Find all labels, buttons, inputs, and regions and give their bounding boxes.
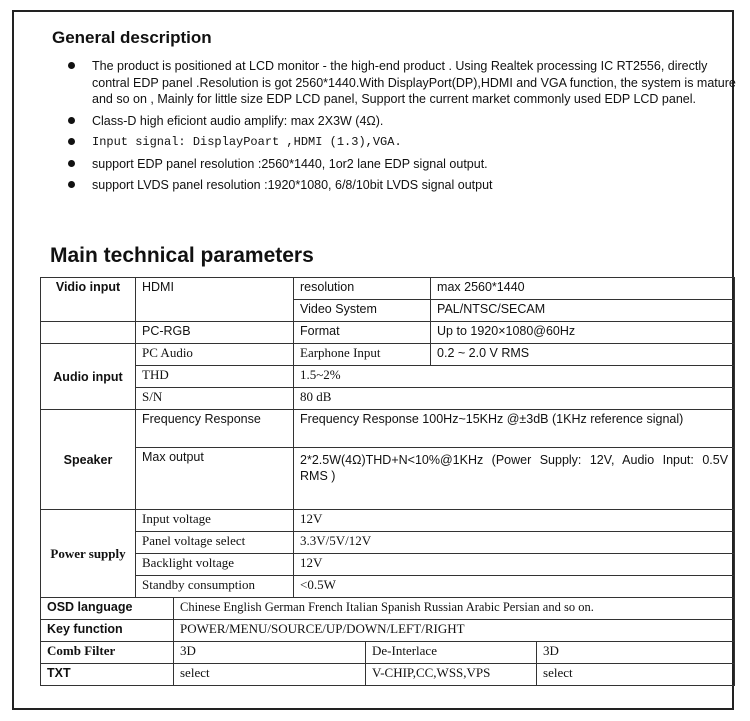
table-row (41, 388, 735, 410)
bullet-icon (68, 117, 75, 124)
standby-label: Standby consumption (136, 576, 294, 598)
general-description-list (66, 58, 738, 199)
pc-audio-cell: PC Audio (136, 344, 294, 366)
list-item: support LVDS panel resolution :1920*1080, 6/8/10bit LVDS signal output (66, 177, 738, 194)
format-label: Format (294, 322, 431, 344)
table-row (41, 410, 735, 448)
earphone-label: Earphone Input (294, 344, 431, 366)
group-power-supply: Power supply (41, 510, 136, 598)
group-audio-input: Audio input (41, 344, 136, 410)
resolution-label: resolution (294, 278, 431, 300)
comb-filter-value-3: 3D (537, 642, 735, 664)
bullet-icon (68, 160, 75, 167)
comb-filter-value-1: 3D (174, 642, 366, 664)
table-row (41, 576, 735, 598)
table-row (41, 642, 735, 664)
standby-value: <0.5W (294, 576, 735, 598)
freq-response-value: Frequency Response 100Hz~15KHz @±3dB (1KHz reference signal) (294, 410, 735, 448)
max-output-value: 2*2.5W(4Ω)THD+N<10%@1KHz (Power Supply: 12V, Audio Input: 0.5V RMS ) (294, 448, 735, 510)
group-vidio-input-cont (41, 322, 136, 344)
group-speaker: Speaker (41, 410, 136, 510)
video-system-label: Video System (294, 300, 431, 322)
osd-language-value: Chinese English German French Italian Spanish Russian Arabic Persian and so on. (174, 598, 735, 620)
bullet-icon (68, 181, 75, 188)
video-system-value: PAL/NTSC/SECAM (431, 300, 735, 322)
pc-rgb-cell: PC-RGB (136, 322, 294, 344)
thd-label: THD (136, 366, 294, 388)
table-row (41, 344, 735, 366)
bullet-icon (68, 138, 75, 145)
list-item: support EDP panel resolution :2560*1440, 1or2 lane EDP signal output. (66, 156, 738, 173)
input-voltage-value: 12V (294, 510, 735, 532)
table-row (41, 510, 735, 532)
table-row (41, 532, 735, 554)
general-description-title: General description (52, 28, 212, 47)
input-voltage-label: Input voltage (136, 510, 294, 532)
table-row (41, 620, 735, 642)
table-row (41, 322, 735, 344)
table-row (41, 366, 735, 388)
list-item: Class-D high eficiont audio amplify: max 2X3W (4Ω). (66, 113, 738, 130)
backlight-voltage-label: Backlight voltage (136, 554, 294, 576)
sn-label: S/N (136, 388, 294, 410)
bullet-icon (68, 62, 75, 69)
panel-voltage-label: Panel voltage select (136, 532, 294, 554)
freq-response-label: Frequency Response (136, 410, 294, 448)
resolution-value: max 2560*1440 (431, 278, 735, 300)
osd-language-label: OSD language (41, 598, 174, 620)
comb-filter-value-2: De-Interlace (366, 642, 537, 664)
group-vidio-input: Vidio input (41, 278, 136, 322)
table-row (41, 554, 735, 576)
txt-value-3: select (537, 664, 735, 686)
list-item: Input signal: DisplayPoart ,HDMI (1.3),VGA. (66, 134, 738, 151)
main-parameters-title: Main technical parameters (50, 244, 314, 267)
list-item: The product is positioned at LCD monitor - the high-end product . Using Realtek processing IC RT2556, directly contral EDP panel .Resolution is got 2560*1440.With DisplayPort(DP),HDMI and VGA function, the system is mature and so on , Mainly for little size EDP LCD panel, Support the current market commonly used EDP LCD panel. (66, 58, 738, 108)
key-function-label: Key function (41, 620, 174, 642)
earphone-value: 0.2 ~ 2.0 V RMS (431, 344, 735, 366)
txt-label: TXT (41, 664, 174, 686)
table-row (41, 664, 735, 686)
comb-filter-label: Comb Filter (41, 642, 174, 664)
hdmi-cell: HDMI (136, 278, 294, 322)
thd-value: 1.5~2% (294, 366, 735, 388)
format-value: Up to 1920×1080@60Hz (431, 322, 735, 344)
txt-value-2: V-CHIP,CC,WSS,VPS (366, 664, 537, 686)
max-output-label: Max output (136, 448, 294, 510)
parameters-table (40, 277, 735, 686)
sn-value: 80 dB (294, 388, 735, 410)
table-row (41, 598, 735, 620)
key-function-value: POWER/MENU/SOURCE/UP/DOWN/LEFT/RIGHT (174, 620, 735, 642)
table-row (41, 448, 735, 510)
panel-voltage-value: 3.3V/5V/12V (294, 532, 735, 554)
table-row (41, 278, 735, 300)
backlight-voltage-value: 12V (294, 554, 735, 576)
txt-value-1: select (174, 664, 366, 686)
